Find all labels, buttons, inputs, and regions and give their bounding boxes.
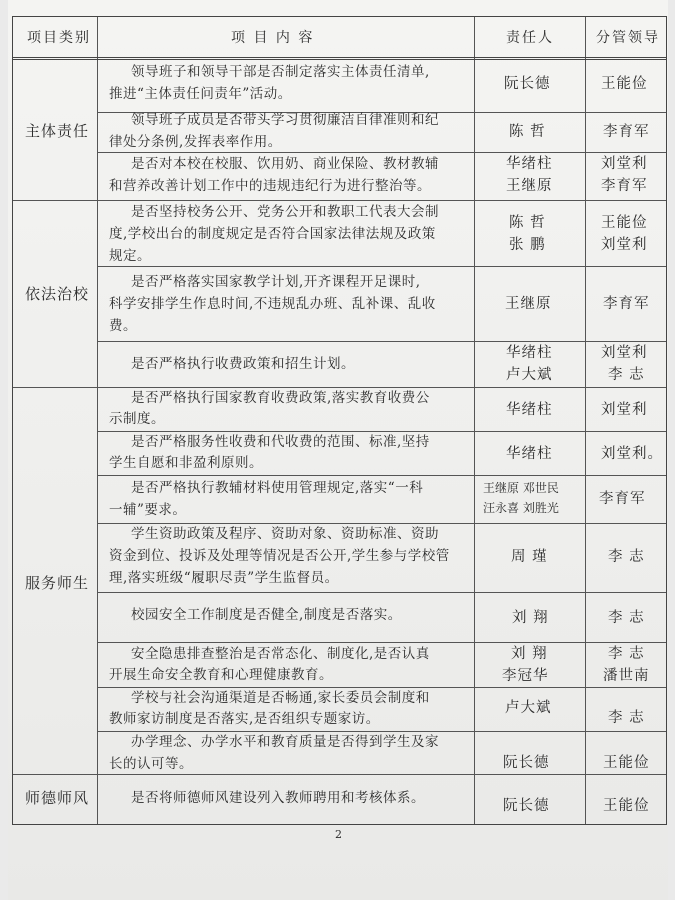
leader-person: 刘堂利。 (601, 446, 663, 462)
content-line: 科学安排学生作息时间,不违规乱办班、乱补课、乱收 (109, 296, 436, 312)
responsible-person: 卢大斌 (505, 700, 552, 716)
responsible-person: 王继原 邓世民 (483, 481, 559, 495)
category-label: 师德师风 (25, 789, 90, 807)
leader-person: 刘堂利 (601, 345, 648, 361)
leader-person: 李育军 (603, 124, 650, 140)
responsible-person: 刘 翔 (511, 646, 548, 662)
content-line: 校园安全工作制度是否健全,制度是否落实。 (131, 607, 402, 623)
leader-person: 李 志 (608, 367, 645, 383)
content-line: 是否对本校在校服、饮用奶、商业保险、教材教辅 (131, 156, 439, 172)
column-divider (97, 17, 98, 824)
content-line: 是否严格执行教辅材料使用管理规定,落实“一科 (131, 480, 424, 496)
responsible-person: 陈 哲 (509, 215, 546, 231)
content-line: 资金到位、投诉及处理等情况是否公开,学生参与学校管 (109, 548, 450, 564)
content-line: 长的认可等。 (109, 756, 193, 772)
responsible-person: 张 鹏 (509, 237, 546, 253)
column-divider (474, 17, 475, 824)
header-content: 项 目 内 容 (231, 30, 315, 46)
content-line: 是否严格执行国家教育收费政策,落实教育收费公 (131, 390, 430, 406)
row-divider (97, 341, 666, 342)
responsible-person: 阮长德 (503, 798, 550, 814)
leader-person: 李 志 (608, 549, 645, 565)
responsible-person: 华绪柱 (506, 345, 553, 361)
responsible-person: 王继原 (506, 178, 553, 194)
responsibility-table (12, 16, 667, 825)
leader-person: 王能俭 (603, 798, 650, 814)
responsible-person: 李冠华 (502, 668, 549, 684)
content-line: 度,学校出台的制度规定是否符合国家法律法规及政策 (109, 226, 436, 242)
responsible-person: 周 瑾 (511, 549, 548, 565)
header-leader: 分管领导 (596, 30, 660, 46)
content-line: 规定。 (109, 248, 151, 264)
leader-person: 李育军 (599, 491, 646, 507)
content-line: 理,落实班级“履职尽责”学生监督员。 (109, 570, 339, 586)
header-responsible: 责任人 (506, 30, 554, 46)
header-divider (13, 57, 666, 60)
responsible-person: 华绪柱 (506, 402, 553, 418)
responsible-person: 阮长德 (503, 755, 550, 771)
content-line: 律处分条例,发挥表率作用。 (109, 134, 282, 150)
leader-person: 刘堂利 (601, 402, 648, 418)
leader-person: 刘堂利 (601, 156, 648, 172)
responsible-person: 陈 哲 (509, 124, 546, 140)
leader-person: 王能俭 (601, 76, 648, 92)
content-line: 学校与社会沟通渠道是否畅通,家长委员会制度和 (131, 690, 430, 706)
category-label: 依法治校 (25, 285, 90, 303)
content-line: 安全隐患排查整治是否常态化、制度化,是否认真 (131, 646, 430, 662)
content-line: 办学理念、办学水平和教育质量是否得到学生及家 (131, 734, 439, 750)
leader-person: 李育军 (601, 178, 648, 194)
leader-person: 王能俭 (601, 215, 648, 231)
content-line: 是否将师德师风建设列入教师聘用和考核体系。 (131, 790, 425, 806)
responsible-person: 华绪柱 (506, 446, 553, 462)
responsible-person: 卢大斌 (506, 367, 553, 383)
header-category: 项目类别 (27, 30, 91, 46)
leader-person: 李 志 (608, 646, 645, 662)
row-divider (97, 592, 666, 593)
content-line: 领导班子成员是否带头学习贯彻廉洁自律准则和纪 (131, 112, 439, 128)
responsible-person: 华绪柱 (506, 156, 553, 172)
leader-person: 李 志 (608, 710, 645, 726)
content-line: 是否坚持校务公开、党务公开和教职工代表大会制 (131, 204, 439, 220)
leader-person: 李育军 (603, 296, 650, 312)
content-line: 一辅”要求。 (109, 502, 187, 518)
content-line: 是否严格执行收费政策和招生计划。 (131, 356, 355, 372)
responsible-person: 阮长德 (504, 76, 551, 92)
content-line: 领导班子和领导干部是否制定落实主体责任清单, (131, 64, 430, 80)
leader-person: 李 志 (608, 610, 645, 626)
content-line: 开展生命安全教育和心理健康教育。 (109, 667, 333, 683)
document-page (8, 0, 668, 900)
responsible-person: 汪永喜 刘胜光 (483, 501, 559, 515)
column-divider (585, 17, 586, 824)
row-divider (97, 266, 666, 267)
content-line: 示制度。 (109, 411, 165, 427)
category-label: 主体责任 (25, 122, 90, 140)
content-line: 和营养改善计划工作中的违规违纪行为进行整治等。 (109, 178, 431, 194)
page-number: 2 (335, 828, 342, 841)
leader-person: 刘堂利 (601, 237, 648, 253)
content-line: 学生自愿和非盈利原则。 (109, 455, 263, 471)
category-label: 服务师生 (25, 574, 90, 592)
responsible-person: 刘 翔 (512, 610, 549, 626)
content-line: 推进“主体责任问责年”活动。 (109, 86, 292, 102)
responsible-person: 王继原 (505, 296, 552, 312)
content-line: 费。 (109, 318, 137, 334)
row-divider (97, 475, 666, 476)
content-line: 是否严格服务性收费和代收费的范围、标准,坚持 (131, 434, 430, 450)
content-line: 是否严格落实国家教学计划,开齐课程开足课时, (131, 274, 421, 290)
leader-person: 潘世南 (603, 668, 650, 684)
content-line: 学生资助政策及程序、资助对象、资助标准、资助 (131, 526, 439, 542)
content-line: 教师家访制度是否落实,是否组织专题家访。 (109, 711, 380, 727)
leader-person: 王能俭 (603, 755, 650, 771)
